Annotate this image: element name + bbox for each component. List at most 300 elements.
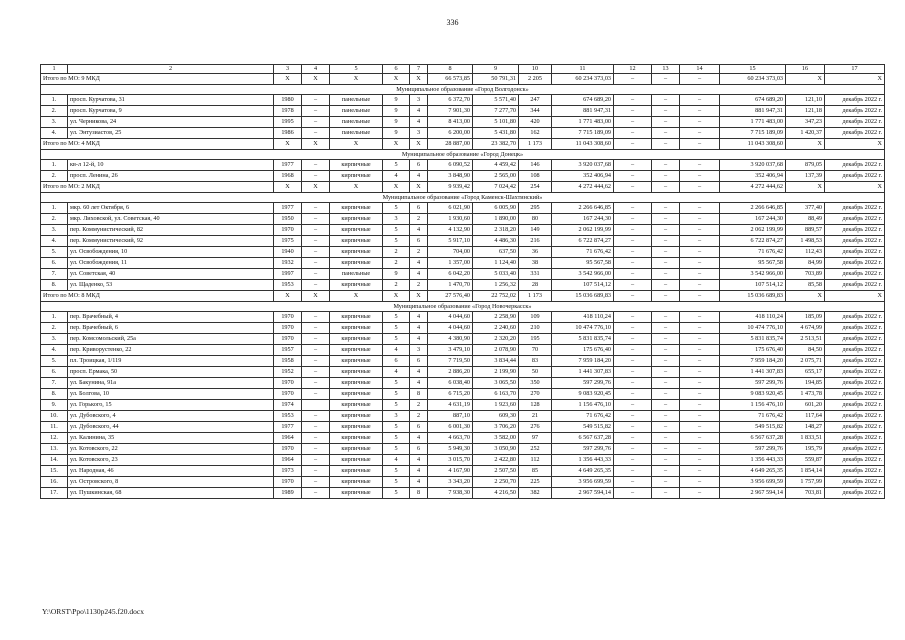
cell-c14: – (680, 411, 720, 422)
cell-c8: 2 886,20 (428, 367, 473, 378)
cell-c16: 112,43 (786, 247, 825, 258)
cell-c15: 352 406,94 (720, 171, 786, 182)
cell-c5: кирпичные (330, 236, 383, 247)
cell-c6: 2 (383, 247, 410, 258)
cell-c17: X (825, 182, 885, 193)
row-number: 13. (41, 444, 68, 455)
cell-c8: 887,10 (428, 411, 473, 422)
cell-c5: кирпичные (330, 225, 383, 236)
cell-c13: – (652, 291, 680, 302)
cell-c6: 5 (383, 334, 410, 345)
cell-c8: 6 038,40 (428, 378, 473, 389)
cell-c6: X (383, 139, 410, 150)
cell-c11: 597 299,76 (552, 378, 614, 389)
cell-c10: 85 (519, 466, 552, 477)
cell-c3: 1958 (274, 356, 302, 367)
cell-c13: – (652, 334, 680, 345)
cell-c14: – (680, 117, 720, 128)
cell-c10: 2 205 (519, 74, 552, 85)
cell-c16: 1 757,99 (786, 477, 825, 488)
cell-c5: кирпичные (330, 488, 383, 499)
cell-c6: 5 (383, 400, 410, 411)
table-row (41, 160, 885, 171)
row-number: 7. (41, 378, 68, 389)
cell-c13: – (652, 236, 680, 247)
address-cell: ул. Горького, 15 (68, 400, 274, 411)
cell-c12: – (614, 269, 652, 280)
table-row (41, 400, 885, 411)
cell-c8: 4 132,90 (428, 225, 473, 236)
cell-c11: 6 722 874,27 (552, 236, 614, 247)
cell-c11: 10 474 776,10 (552, 323, 614, 334)
cell-c14: – (680, 74, 720, 85)
cell-c5: кирпичные (330, 367, 383, 378)
address-cell: просп. Курчатова, 31 (68, 95, 274, 106)
cell-c8: 7 938,30 (428, 488, 473, 499)
row-number: 9. (41, 400, 68, 411)
cell-c4: – (302, 345, 330, 356)
cell-c4: – (302, 455, 330, 466)
cell-c15: 11 043 308,60 (720, 139, 786, 150)
cell-c3: 1964 (274, 433, 302, 444)
table-row (41, 433, 885, 444)
cell-c6: 5 (383, 312, 410, 323)
cell-c12: – (614, 280, 652, 291)
table-row (41, 117, 885, 128)
municipality-section-row (41, 302, 885, 312)
cell-c5: панельные (330, 106, 383, 117)
cell-c17: декабрь 2022 г. (825, 378, 885, 389)
table-row (41, 225, 885, 236)
cell-c11: 71 676,42 (552, 411, 614, 422)
cell-c8: 4 631,19 (428, 400, 473, 411)
cell-c9: 5 431,80 (473, 128, 519, 139)
row-number: 7. (41, 269, 68, 280)
cell-c17: декабрь 2022 г. (825, 247, 885, 258)
cell-c12: – (614, 411, 652, 422)
cell-c6: 5 (383, 323, 410, 334)
cell-c8: 4 663,70 (428, 433, 473, 444)
cell-c11: 4 272 444,62 (552, 182, 614, 193)
cell-c6: 9 (383, 269, 410, 280)
cell-c17: декабрь 2022 г. (825, 422, 885, 433)
column-number: 10 (519, 65, 552, 74)
cell-c7: 4 (410, 258, 428, 269)
cell-c3: 1952 (274, 367, 302, 378)
cell-c17: декабрь 2022 г. (825, 128, 885, 139)
cell-c4: – (302, 236, 330, 247)
cell-c7: 2 (410, 214, 428, 225)
cell-c9: 3 050,90 (473, 444, 519, 455)
cell-c13: – (652, 345, 680, 356)
cell-c9: 4 486,30 (473, 236, 519, 247)
cell-c6: X (383, 182, 410, 193)
row-number: 16. (41, 477, 68, 488)
cell-c10: 108 (519, 171, 552, 182)
cell-c7: 2 (410, 280, 428, 291)
cell-c8: 27 576,40 (428, 291, 473, 302)
cell-c4: – (302, 269, 330, 280)
cell-c3: 1957 (274, 345, 302, 356)
table-row (41, 411, 885, 422)
cell-c7: 3 (410, 128, 428, 139)
cell-c11: 175 676,40 (552, 345, 614, 356)
row-number: 3. (41, 117, 68, 128)
cell-c16: 1 473,78 (786, 389, 825, 400)
table-row (41, 389, 885, 400)
cell-c7: 4 (410, 433, 428, 444)
cell-c7: 6 (410, 444, 428, 455)
table-row (41, 367, 885, 378)
cell-c4: – (302, 389, 330, 400)
cell-c4: – (302, 356, 330, 367)
cell-c10: 195 (519, 334, 552, 345)
total-label: Итого по МО: 2 МКД (41, 182, 274, 193)
cell-c17: декабрь 2022 г. (825, 444, 885, 455)
cell-c16: X (786, 291, 825, 302)
cell-c3: 1989 (274, 488, 302, 499)
total-label: Итого по МО: 9 МКД (41, 74, 274, 85)
cell-c14: – (680, 334, 720, 345)
cell-c10: 254 (519, 182, 552, 193)
cell-c11: 60 234 373,03 (552, 74, 614, 85)
cell-c8: 5 917,10 (428, 236, 473, 247)
cell-c12: – (614, 477, 652, 488)
cell-c10: 109 (519, 312, 552, 323)
cell-c14: – (680, 236, 720, 247)
cell-c16: 148,27 (786, 422, 825, 433)
row-number: 2. (41, 106, 68, 117)
cell-c7: 8 (410, 389, 428, 400)
cell-c7: 4 (410, 106, 428, 117)
row-number: 6. (41, 367, 68, 378)
table-row (41, 345, 885, 356)
cell-c11: 3 542 966,00 (552, 269, 614, 280)
cell-c15: 71 676,42 (720, 247, 786, 258)
cell-c10: 295 (519, 203, 552, 214)
cell-c9: 5 033,40 (473, 269, 519, 280)
address-cell: ул. Островского, 8 (68, 477, 274, 488)
cell-c15: 6 722 874,27 (720, 236, 786, 247)
cell-c8: 6 090,52 (428, 160, 473, 171)
cell-c12: – (614, 400, 652, 411)
cell-c5: кирпичные (330, 378, 383, 389)
cell-c11: 881 947,31 (552, 106, 614, 117)
row-number: 8. (41, 280, 68, 291)
address-cell: ул. Освобождения, 11 (68, 258, 274, 269)
cell-c14: – (680, 280, 720, 291)
cell-c11: 4 649 265,35 (552, 466, 614, 477)
cell-c10: 420 (519, 117, 552, 128)
cell-c15: 1 356 443,33 (720, 455, 786, 466)
cell-c14: – (680, 433, 720, 444)
cell-c6: 9 (383, 106, 410, 117)
cell-c14: – (680, 95, 720, 106)
row-number: 1. (41, 203, 68, 214)
table-row (41, 444, 885, 455)
cell-c11: 3 956 699,59 (552, 477, 614, 488)
cell-c14: – (680, 323, 720, 334)
cell-c12: – (614, 171, 652, 182)
cell-c16: 185,09 (786, 312, 825, 323)
table-row (41, 378, 885, 389)
total-label: Итого по МО: 8 МКД (41, 291, 274, 302)
cell-c14: – (680, 291, 720, 302)
cell-c3: 1970 (274, 389, 302, 400)
total-label: Итого по МО: 4 МКД (41, 139, 274, 150)
cell-c17: декабрь 2022 г. (825, 214, 885, 225)
cell-c13: – (652, 117, 680, 128)
cell-c10: 382 (519, 488, 552, 499)
address-cell: ул. Советская, 40 (68, 269, 274, 280)
cell-c13: – (652, 182, 680, 193)
cell-c15: 2 062 199,99 (720, 225, 786, 236)
cell-c5: кирпичные (330, 356, 383, 367)
table-row (41, 334, 885, 345)
row-number: 2. (41, 323, 68, 334)
cell-c16: X (786, 139, 825, 150)
cell-c6: X (383, 291, 410, 302)
table-row (41, 203, 885, 214)
cell-c10: 344 (519, 106, 552, 117)
cell-c15: 674 689,20 (720, 95, 786, 106)
cell-c14: – (680, 378, 720, 389)
table-row (41, 422, 885, 433)
cell-c4: – (302, 106, 330, 117)
cell-c8: 4 380,90 (428, 334, 473, 345)
cell-c16: 117,64 (786, 411, 825, 422)
address-cell: просп. Ермака, 50 (68, 367, 274, 378)
cell-c17: декабрь 2022 г. (825, 160, 885, 171)
cell-c15: 1 441 307,83 (720, 367, 786, 378)
cell-c10: 225 (519, 477, 552, 488)
cell-c13: – (652, 269, 680, 280)
cell-c15: 3 956 699,59 (720, 477, 786, 488)
cell-c10: 252 (519, 444, 552, 455)
cell-c8: 5 949,30 (428, 444, 473, 455)
address-cell: ул. Народная, 46 (68, 466, 274, 477)
cell-c13: – (652, 247, 680, 258)
cell-c13: – (652, 323, 680, 334)
cell-c17: декабрь 2022 г. (825, 488, 885, 499)
cell-c6: 3 (383, 214, 410, 225)
cell-c8: 6 200,00 (428, 128, 473, 139)
cell-c4: – (302, 323, 330, 334)
cell-c16: 655,17 (786, 367, 825, 378)
address-cell: ул. Освобождения, 10 (68, 247, 274, 258)
cell-c9: 1 124,40 (473, 258, 519, 269)
cell-c3: X (274, 74, 302, 85)
cell-c9: 2 565,00 (473, 171, 519, 182)
cell-c3: 1974 (274, 400, 302, 411)
table-row (41, 280, 885, 291)
cell-c12: – (614, 455, 652, 466)
cell-c10: 216 (519, 236, 552, 247)
address-cell: просп. Курчатова, 9 (68, 106, 274, 117)
cell-c4: X (302, 291, 330, 302)
cell-c7: 4 (410, 334, 428, 345)
address-cell: пер. Коммунистический, 82 (68, 225, 274, 236)
table-row (41, 171, 885, 182)
cell-c6: 2 (383, 280, 410, 291)
cell-c5: кирпичные (330, 400, 383, 411)
cell-c4: – (302, 411, 330, 422)
cell-c11: 1 156 476,10 (552, 400, 614, 411)
cell-c6: 5 (383, 422, 410, 433)
column-number: 7 (410, 65, 428, 74)
cell-c11: 11 043 308,60 (552, 139, 614, 150)
cell-c4: – (302, 422, 330, 433)
cell-c9: 3 582,00 (473, 433, 519, 444)
cell-c15: 418 110,24 (720, 312, 786, 323)
column-number: 5 (330, 65, 383, 74)
cell-c14: – (680, 258, 720, 269)
row-number: 17. (41, 488, 68, 499)
cell-c6: 5 (383, 203, 410, 214)
cell-c14: – (680, 400, 720, 411)
cell-c17: декабрь 2022 г. (825, 312, 885, 323)
cell-c13: – (652, 139, 680, 150)
cell-c13: – (652, 171, 680, 182)
cell-c9: 3 834,44 (473, 356, 519, 367)
cell-c14: – (680, 488, 720, 499)
cell-c6: 9 (383, 95, 410, 106)
column-number: 16 (786, 65, 825, 74)
cell-c17: декабрь 2022 г. (825, 171, 885, 182)
cell-c17: декабрь 2022 г. (825, 356, 885, 367)
cell-c5: панельные (330, 269, 383, 280)
table-row (41, 106, 885, 117)
cell-c10: 28 (519, 280, 552, 291)
cell-c7: 8 (410, 488, 428, 499)
cell-c15: 7 959 184,20 (720, 356, 786, 367)
cell-c4: X (302, 182, 330, 193)
cell-c9: 2 240,60 (473, 323, 519, 334)
cell-c13: – (652, 95, 680, 106)
cell-c15: 107 514,12 (720, 280, 786, 291)
row-number: 1. (41, 95, 68, 106)
cell-c10: 97 (519, 433, 552, 444)
cell-c11: 7 959 184,20 (552, 356, 614, 367)
cell-c7: 4 (410, 323, 428, 334)
row-number: 6. (41, 258, 68, 269)
cell-c8: 7 719,50 (428, 356, 473, 367)
cell-c6: 2 (383, 258, 410, 269)
municipality-name: Муниципальное образование «Город Каменск-Шахтинский» (41, 193, 885, 203)
cell-c9: 1 890,00 (473, 214, 519, 225)
cell-c5: кирпичные (330, 171, 383, 182)
cell-c11: 674 689,20 (552, 95, 614, 106)
table-row (41, 466, 885, 477)
cell-c8: 6 715,20 (428, 389, 473, 400)
cell-c14: – (680, 106, 720, 117)
cell-c5: кирпичные (330, 444, 383, 455)
cell-c14: – (680, 160, 720, 171)
cell-c5: X (330, 182, 383, 193)
cell-c17: декабрь 2022 г. (825, 236, 885, 247)
column-number: 2 (68, 65, 274, 74)
cell-c14: – (680, 466, 720, 477)
cell-c15: 167 244,30 (720, 214, 786, 225)
table-row (41, 236, 885, 247)
cell-c3: 1986 (274, 128, 302, 139)
cell-c9: 1 923,60 (473, 400, 519, 411)
cell-c5: X (330, 139, 383, 150)
cell-c9: 4 216,50 (473, 488, 519, 499)
cell-c9: 2 199,90 (473, 367, 519, 378)
cell-c14: – (680, 269, 720, 280)
cell-c7: 6 (410, 422, 428, 433)
cell-c5: кирпичные (330, 411, 383, 422)
cell-c9: 5 101,80 (473, 117, 519, 128)
row-number: 4. (41, 236, 68, 247)
cell-c9: 2 258,90 (473, 312, 519, 323)
cell-c5: кирпичные (330, 334, 383, 345)
row-number: 4. (41, 345, 68, 356)
table-row (41, 312, 885, 323)
cell-c3: 1953 (274, 411, 302, 422)
cell-c3: 1932 (274, 258, 302, 269)
cell-c3: 1997 (274, 269, 302, 280)
cell-c11: 3 920 037,68 (552, 160, 614, 171)
table-body (41, 65, 885, 499)
cell-c10: 210 (519, 323, 552, 334)
cell-c16: 703,81 (786, 488, 825, 499)
cell-c8: 1 470,70 (428, 280, 473, 291)
address-cell: ул. Пушкинская, 68 (68, 488, 274, 499)
cell-c4: X (302, 74, 330, 85)
cell-c13: – (652, 488, 680, 499)
cell-c14: – (680, 128, 720, 139)
cell-c5: кирпичные (330, 422, 383, 433)
cell-c12: – (614, 139, 652, 150)
column-number: 8 (428, 65, 473, 74)
cell-c11: 5 831 835,74 (552, 334, 614, 345)
table-row (41, 455, 885, 466)
cell-c11: 1 356 443,33 (552, 455, 614, 466)
address-cell: кв-л 12-й, 10 (68, 160, 274, 171)
cell-c17: декабрь 2022 г. (825, 106, 885, 117)
row-number: 14. (41, 455, 68, 466)
cell-c3: 1978 (274, 106, 302, 117)
cell-c7: 3 (410, 345, 428, 356)
address-cell: ул. Энтузиастов, 25 (68, 128, 274, 139)
row-number: 1. (41, 160, 68, 171)
cell-c10: 128 (519, 400, 552, 411)
cell-c12: – (614, 74, 652, 85)
cell-c3: 1970 (274, 378, 302, 389)
row-number: 5. (41, 247, 68, 258)
cell-c17: декабрь 2022 г. (825, 258, 885, 269)
cell-c9: 5 571,40 (473, 95, 519, 106)
column-number: 12 (614, 65, 652, 74)
address-cell: ул. Котовского, 23 (68, 455, 274, 466)
table-row (41, 128, 885, 139)
cell-c12: – (614, 488, 652, 499)
cell-c12: – (614, 312, 652, 323)
cell-c12: – (614, 182, 652, 193)
cell-c8: 3 015,70 (428, 455, 473, 466)
cell-c10: 149 (519, 225, 552, 236)
cell-c6: 6 (383, 356, 410, 367)
cell-c13: – (652, 400, 680, 411)
cell-c9: 2 422,80 (473, 455, 519, 466)
cell-c8: 1 357,00 (428, 258, 473, 269)
cell-c5: кирпичные (330, 345, 383, 356)
cell-c8: 66 573,85 (428, 74, 473, 85)
cell-c16: 347,23 (786, 117, 825, 128)
row-number: 3. (41, 334, 68, 345)
